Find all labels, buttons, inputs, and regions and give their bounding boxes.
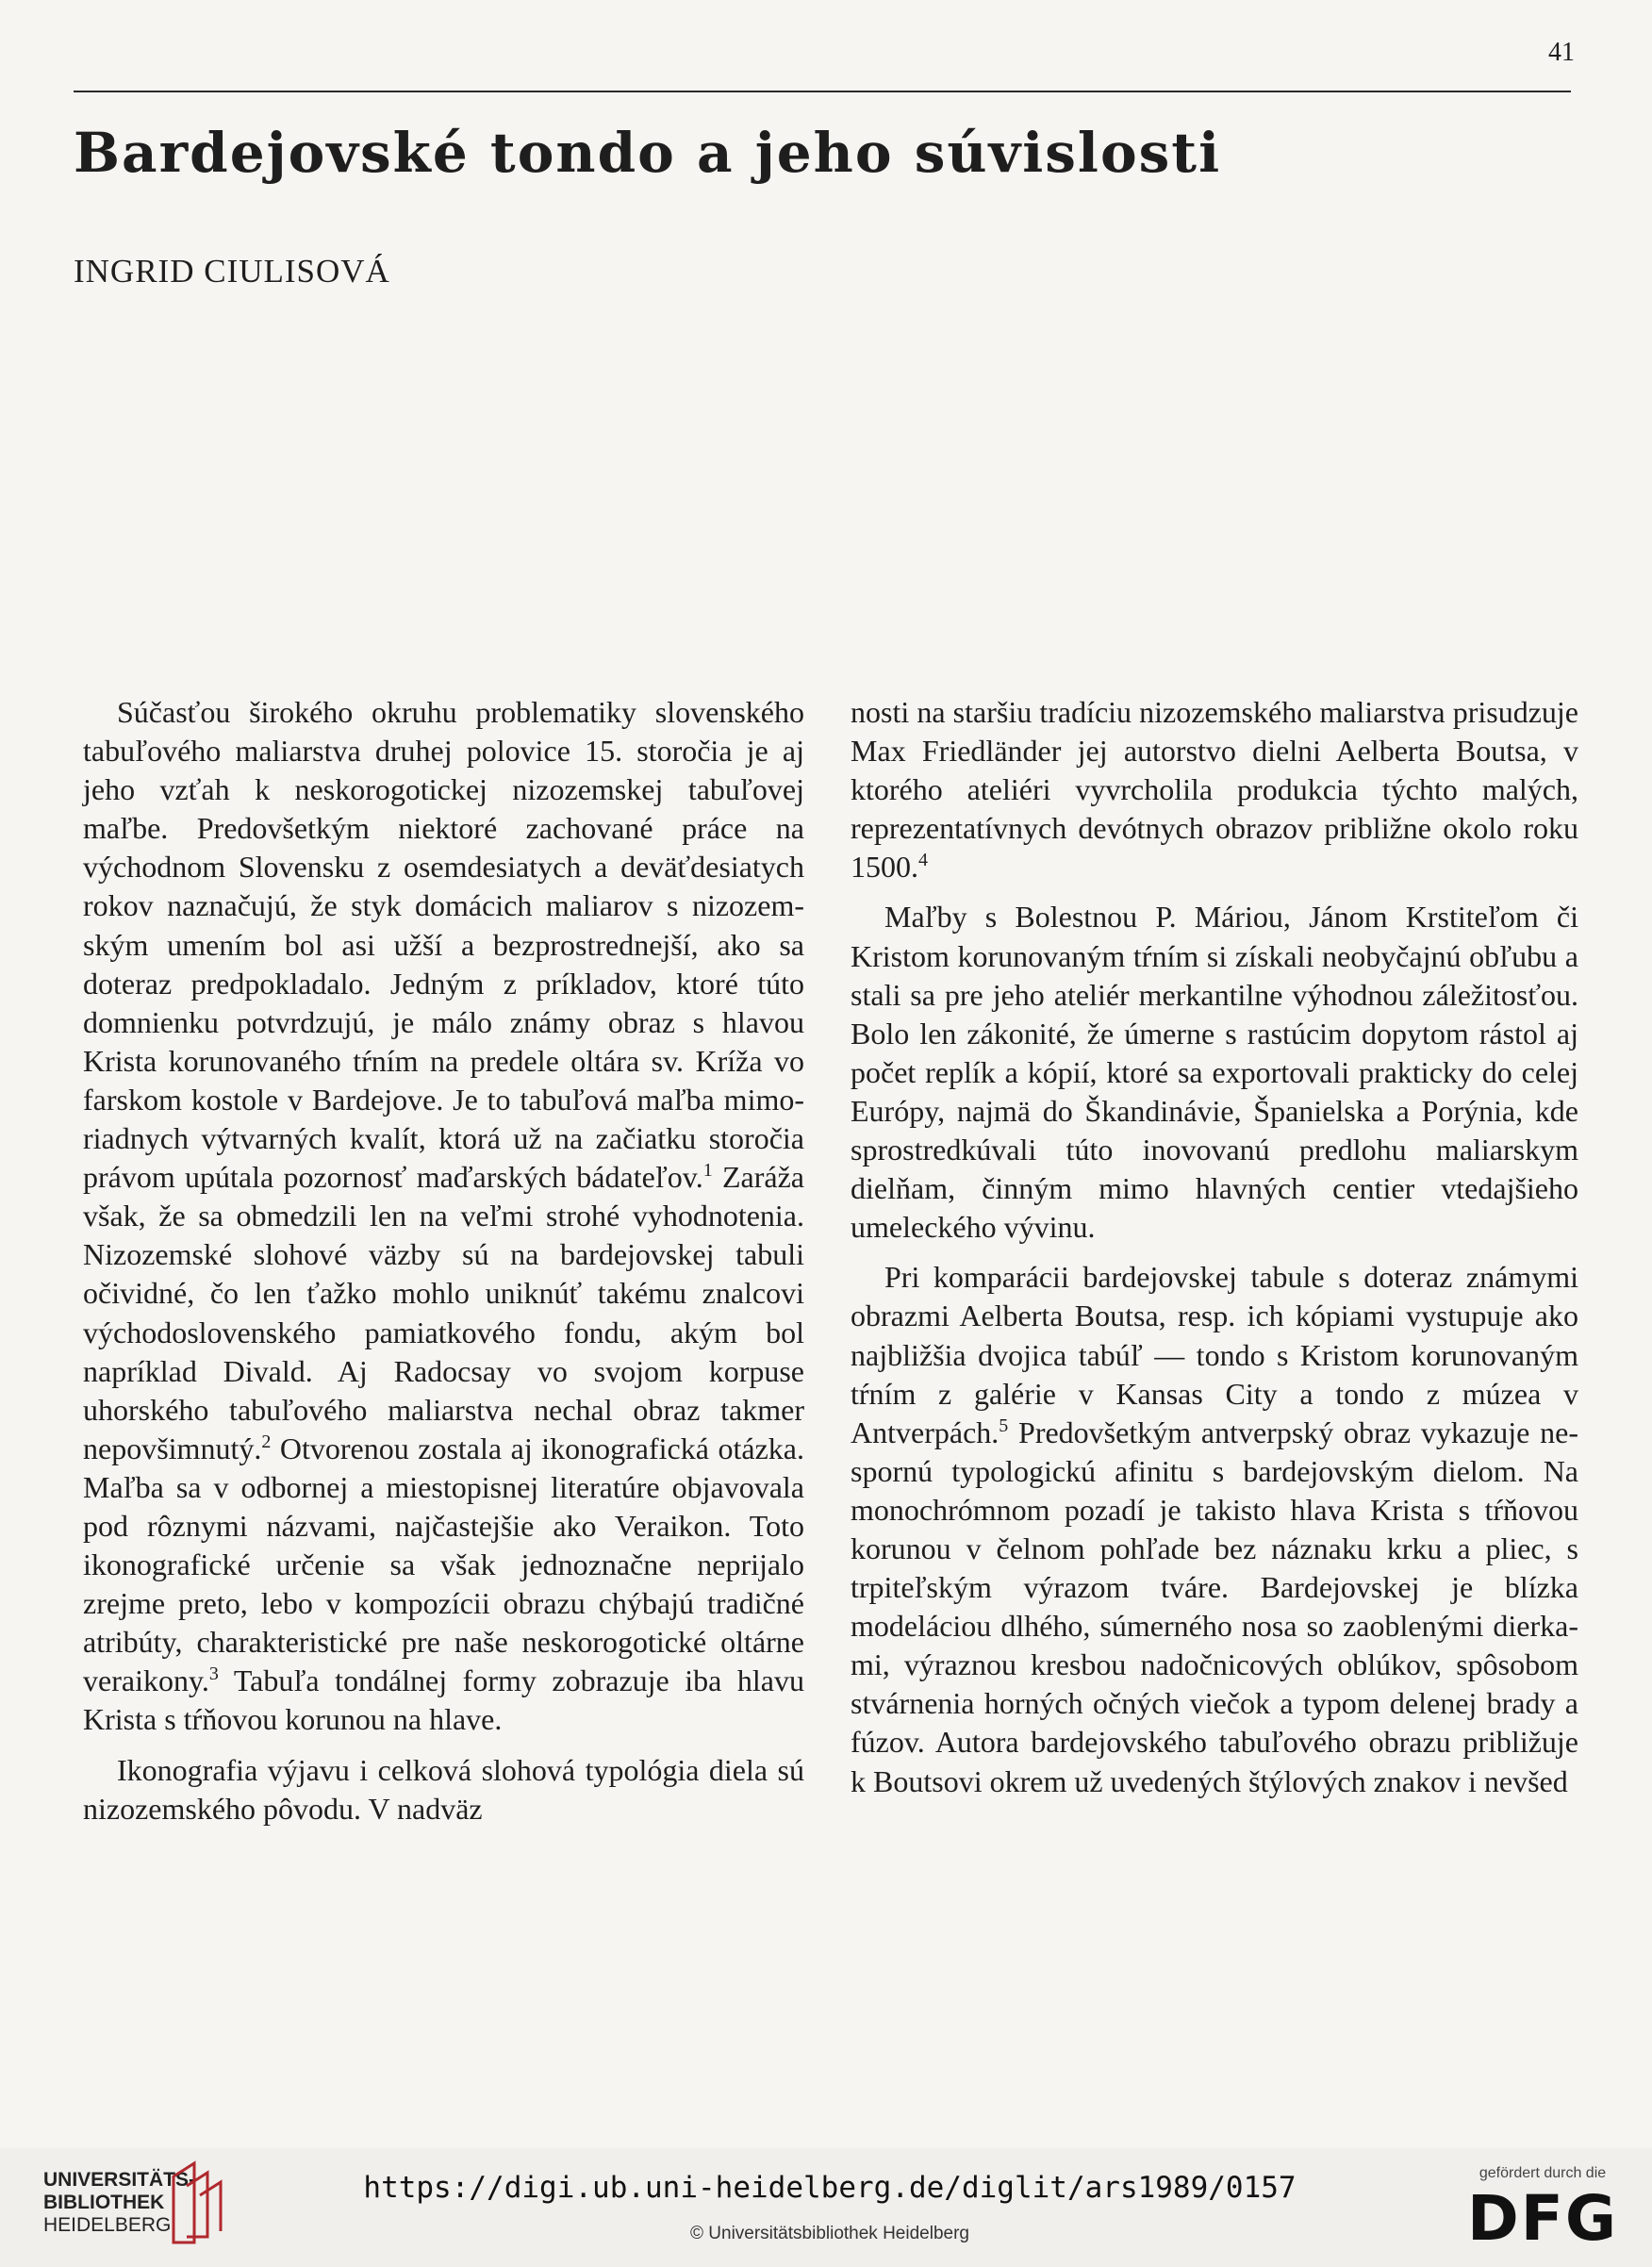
article-author: INGRID CIULISOVÁ	[74, 253, 390, 290]
article-title: Bardejovské tondo a jeho súvislosti	[74, 121, 1222, 185]
paragraph: Ikonografia výjavu i celková slohová typológia diela sú nizozemského pôvodu. V nadväz	[83, 1752, 804, 1826]
paragraph-text: Pri komparácii bardejovskej tabule s doteraz známymi obrazmi Aelberta Boutsa, resp. ich kópiami vystupuje ako najbližšia dvojica tabúľ — tondo s Kristom korunovaným tŕním z galérie v Kansas City a tondo z múzea v Antverpách.	[851, 1260, 1578, 1449]
footnote-mark: 1	[702, 1160, 713, 1182]
left-column	[83, 693, 804, 1828]
top-rule	[74, 91, 1571, 92]
document-url-link[interactable]: https://digi.ub.uni-heidelberg.de/diglit/ars1989/0157	[363, 2171, 1297, 2205]
paragraph	[851, 693, 1578, 886]
right-column	[851, 693, 1578, 1801]
footnote-mark: 3	[208, 1663, 219, 1685]
paragraph-text: Tabuľa tondálnej formy zobrazuje iba hlavu Krista s tŕňovou korunou na hlave.	[83, 1663, 804, 1737]
paragraph-text: nosti na staršiu tradíciu nizozemského maliarstva prisudzuje Max Friedländer jej autorstvo dielni Aelberta Boutsa, v ktorého ateliéri vyvrcholila produkcia týchto malých, reprezentatívnych devótnych obrazov približne okolo roku 1500.	[851, 695, 1578, 885]
paragraph: Maľby s Bolestnou P. Máriou, Jánom Krstiteľom či Kristom korunovaným tŕním si získali neobyčajnú obľubu a stali sa pre jeho ateliér merkantilne výhodnou záležitosťou. Bolo len zákonité, že úmerne s rastúcim dopytom rástol aj počet replík a kópií, ktoré sa exportovali prakticky do celej Európy, najmä do Škandinávie, Španielska a Porýnia, kde sprostredkúvali túto inovovanú predlohu maliarskym dielňam, činným mimo hlavných centier vtedajšieho umeleckého vývinu.	[851, 900, 1578, 1245]
footnote-mark: 4	[918, 850, 928, 871]
paragraph	[851, 1258, 1578, 1800]
paragraph-text: Súčasťou širokého okruhu problematiky slovenského tabuľového maliarstva druhej polovice 15. storočia je aj jeho vzťah k neskorogotickej nizozemskej tabuľovej maľbe. Predovšetkým niektoré zachované práce na východnom Slovensku z osemdesiatych a deväťdesiatych rokov naznačujú, že styk domácich maliarov s nizozemským umením bol asi užší a bezprostrednejší, ako sa doteraz predpokladalo. Jedným z príkladov, ktoré túto domnienku potvrdzujú, je málo známy obraz s hlavou Krista korunovaného tŕním na predele oltára sv. Kríža vo farskom kostole v Bardejove. Je to tabuľová maľba mimoriadnych výtvarných kvalít, ktorá už na začiatku storočia právom upútala pozornosť maďarských bádateľov.	[83, 695, 804, 1195]
library-name-line: HEIDELBERG	[43, 2214, 172, 2236]
library-logo-icon	[166, 2158, 226, 2248]
paragraph	[83, 693, 804, 1740]
page-number: 41	[1548, 38, 1575, 67]
paragraph-text: Predovšetkým antverpský obraz vykazuje nespornú typologickú afinitu s bardejovským dielom. Na monochrómnom pozadí je takisto hlava Krista s tŕňovou korunou v čelnom pohľade bez náznaku krku a pliec, s trpiteľským výrazom tváre. Bardejovskej je blízka modeláciou dlhého, súmerného nosa so zaoblenými dierkami, výraznou kresbou nadočnicových oblúkov, spôsobom stvárnenia horných očných viečok a typom delenej brady a fúzov. Autora bardejovského tabuľového obrazu približuje k Boutsovi okrem už uvedených štýlových znakov i nevšed	[851, 1415, 1578, 1798]
copyright-notice: © Universitätsbibliothek Heidelberg	[690, 2224, 969, 2243]
library-name-line: BIBLIOTHEK	[43, 2192, 165, 2213]
paragraph-text: Otvorenou zostala aj ikonografická otázka. Maľba sa v odbornej a miestopisnej literatúre objavovala pod rôznymi názvami, najčastejšie ako Veraikon. Toto ikonografické určenie sa však jednoznačne neprijalo zrejme preto, lebo v kompozícii obrazu chýbajú tradičné atribúty, charakteristické pre naše neskorogotické oltárne veraikony.	[83, 1431, 804, 1698]
funding-note: gefördert durch die	[1479, 2165, 1607, 2181]
footnote-mark: 2	[261, 1431, 272, 1452]
dfg-logo: DFG	[1467, 2182, 1619, 2255]
footnote-mark: 5	[999, 1415, 1009, 1436]
paragraph-text: Zaráža však, že sa obmedzili len na veľmi strohé vyhodnotenia. Nizozemské slohové väzby sú na bardejovskej tabuli očividné, čo len ťažko mohlo uniknúť takému znalcovi východoslovenského pamiatkového fondu, akým bol napríklad Divald. Aj Radocsay vo svojom korpuse uhorského tabuľového maliarstva nechal obraz takmer nepovšimnutý.	[83, 1160, 805, 1465]
library-name-line: UNIVERSITÄTS-	[43, 2169, 196, 2191]
footer-bar	[0, 2148, 1652, 2267]
